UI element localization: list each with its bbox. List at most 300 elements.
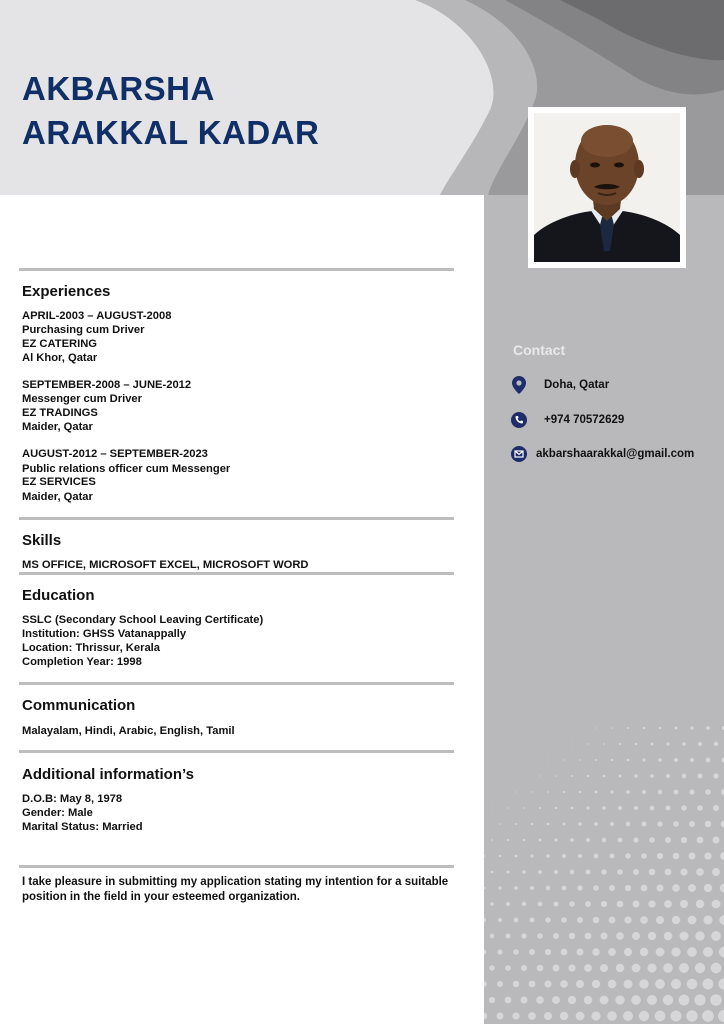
halftone-dot (698, 774, 703, 779)
halftone-dot (484, 918, 486, 922)
contact-sidebar (484, 195, 724, 1024)
halftone-dot (690, 758, 694, 762)
experience-3-location: Maider, Qatar (22, 491, 93, 503)
halftone-dot (586, 806, 589, 809)
halftone-dot (587, 775, 589, 777)
halftone-dot (634, 806, 638, 810)
halftone-dot (710, 994, 722, 1006)
halftone-dot (601, 869, 606, 874)
halftone-dot (570, 838, 574, 842)
halftone-dot (571, 775, 573, 777)
halftone-dot (570, 870, 575, 875)
halftone-dot (484, 887, 486, 890)
halftone-dot (666, 774, 670, 778)
halftone-dot (569, 901, 575, 907)
halftone-dot (505, 997, 512, 1004)
halftone-dot (587, 743, 588, 744)
experience-3-company: EZ SERVICES (22, 476, 96, 488)
halftone-dot (656, 916, 664, 924)
contact-location (511, 376, 609, 394)
halftone-dot (484, 823, 485, 824)
halftone-dot (498, 886, 501, 889)
halftone-dot (499, 823, 501, 825)
halftone-dot (672, 884, 679, 891)
marital-status: Marital Status: Married (22, 821, 143, 833)
halftone-dot (648, 932, 656, 940)
halftone-dot (631, 995, 641, 1005)
halftone-dot (600, 932, 607, 939)
halftone-dot (623, 979, 632, 988)
halftone-dot (687, 979, 698, 990)
halftone-dot (689, 853, 696, 860)
halftone-dot (602, 806, 606, 810)
name-first-line: AKBARSHA (22, 70, 215, 107)
halftone-dot (618, 774, 621, 777)
halftone-dot (593, 917, 600, 924)
halftone-dot (548, 760, 549, 761)
skills-heading: Skills (22, 532, 62, 549)
halftone-dot (536, 996, 543, 1003)
halftone-dot (703, 915, 712, 924)
halftone-dot (544, 980, 551, 987)
halftone-dot (623, 1011, 633, 1021)
halftone-dot (515, 855, 518, 858)
halftone-dot (690, 726, 693, 729)
halftone-dot (720, 852, 724, 860)
halftone-dot (560, 980, 568, 988)
halftone-dot (633, 901, 640, 908)
halftone-dot (675, 727, 678, 730)
halftone-dot (633, 837, 638, 842)
date-of-birth: D.O.B: May 8, 1978 (22, 793, 123, 805)
halftone-dot (615, 995, 624, 1004)
halftone-dot (515, 823, 517, 825)
section-divider (19, 682, 454, 685)
halftone-dot (649, 837, 655, 843)
halftone-dot (681, 805, 686, 810)
halftone-dot (523, 839, 526, 842)
halftone-dot (490, 902, 494, 906)
halftone-dot (554, 838, 557, 841)
halftone-dot (560, 1012, 568, 1020)
halftone-dot (687, 947, 697, 957)
halftone-dot (585, 901, 591, 907)
halftone-dot (619, 743, 621, 745)
halftone-dot (561, 949, 568, 956)
halftone-dot (658, 790, 662, 794)
communication-heading: Communication (22, 697, 136, 714)
halftone-dot (712, 868, 720, 876)
halftone-dot (655, 979, 665, 989)
halftone-dot (718, 978, 724, 989)
halftone-dot (584, 996, 593, 1005)
experience-1-role: Purchasing cum Driver (22, 324, 145, 336)
halftone-dot (507, 807, 508, 808)
halftone-dot (704, 852, 711, 859)
halftone-dot (595, 727, 596, 728)
halftone-dot (484, 855, 485, 857)
halftone-dot (514, 886, 518, 890)
education-institution: Institution: GHSS Vatanappally (22, 628, 187, 640)
application-statement: I take pleasure in submitting my application stating my intention for a suitable position in the field in your esteemed organization. (22, 876, 449, 903)
halftone-dot (484, 950, 486, 955)
halftone-dot (579, 759, 581, 761)
halftone-dot (576, 1012, 585, 1021)
halftone-dot (595, 791, 598, 794)
halftone-dot (609, 917, 616, 924)
halftone-dot (643, 727, 645, 729)
halftone-dot (561, 917, 567, 923)
halftone-dot (497, 1013, 504, 1020)
halftone-dot (600, 996, 609, 1005)
halftone-dot (609, 853, 614, 858)
halftone-dot (553, 933, 559, 939)
halftone-dot (545, 917, 550, 922)
halftone-dot (513, 981, 519, 987)
halftone-dot (641, 885, 648, 892)
halftone-dot (712, 900, 721, 909)
halftone-dot (586, 870, 591, 875)
skills-list: MS OFFICE, MICROSOFT EXCEL, MICROSOFT WORD (22, 559, 309, 571)
halftone-dot (679, 995, 690, 1006)
halftone-dot (680, 868, 687, 875)
halftone-dot (539, 807, 541, 809)
halftone-dot (663, 963, 673, 973)
halftone-dot (591, 1011, 600, 1020)
halftone-dot (592, 980, 600, 988)
halftone-dot (538, 902, 543, 907)
halftone-dot (703, 947, 713, 957)
education-qualification: SSLC (Secondary School Leaving Certificate) (22, 614, 264, 626)
halftone-dot (719, 915, 724, 924)
halftone-dot (682, 774, 687, 779)
contact-phone[interactable] (511, 411, 624, 429)
halftone-dot (641, 853, 647, 859)
gender: Gender: Male (22, 807, 93, 819)
halftone-dot (705, 821, 711, 827)
halftone-dot (694, 994, 705, 1005)
halftone-dot (521, 933, 526, 938)
halftone-dot (616, 932, 624, 940)
phone-icon (511, 411, 527, 429)
name-second-line: ARAKKAL KADAR (22, 114, 320, 151)
section-divider (19, 268, 454, 271)
halftone-dot (608, 948, 616, 956)
halftone-dot (484, 1013, 487, 1020)
halftone-dot (704, 884, 712, 892)
contact-heading: Contact (513, 342, 566, 358)
section-divider (19, 572, 454, 575)
halftone-dot (545, 949, 551, 955)
halftone-dot (640, 916, 648, 924)
halftone-dot (554, 870, 558, 874)
halftone-dot (655, 1011, 666, 1022)
halftone-dot (576, 948, 583, 955)
halftone-dot (484, 981, 487, 987)
halftone-dot (681, 837, 687, 843)
halftone-dot (577, 885, 582, 890)
halftone-dot (673, 821, 679, 827)
halftone-dot (611, 759, 613, 761)
halftone-dot (537, 965, 544, 972)
halftone-dot (680, 932, 689, 941)
halftone-dot (686, 1010, 697, 1021)
contact-phone-text[interactable]: +974 70572629 (544, 414, 625, 426)
halftone-dot (695, 931, 704, 940)
halftone-dot (610, 790, 613, 793)
halftone-dot (571, 743, 572, 744)
halftone-dot (671, 979, 681, 989)
halftone-dot (528, 1012, 536, 1020)
halftone-dot (609, 885, 615, 891)
section-divider (19, 865, 454, 868)
halftone-dot (531, 791, 532, 792)
halftone-dot (679, 963, 689, 973)
halftone-dot (696, 868, 704, 876)
halftone-dot (601, 901, 607, 907)
education-completion-year: Completion Year: 1998 (22, 656, 142, 668)
halftone-dot (521, 965, 527, 971)
contact-email[interactable] (511, 445, 694, 463)
halftone-dot (593, 885, 599, 891)
halftone-dot (522, 870, 525, 873)
halftone-dot (626, 790, 630, 794)
halftone-dot (600, 964, 608, 972)
halftone-dot (610, 822, 614, 826)
halftone-dot (680, 900, 688, 908)
halftone-dot (713, 773, 718, 778)
halftone-dot (656, 884, 663, 891)
halftone-dot (664, 900, 672, 908)
halftone-dot (617, 869, 623, 875)
halftone-dot (515, 791, 516, 792)
experience-2-company: EZ TRADINGS (22, 407, 98, 419)
halftone-dot (642, 790, 646, 794)
halftone-dot (639, 979, 648, 988)
halftone-dot (670, 1010, 681, 1021)
halftone-dot (506, 934, 511, 939)
halftone-dot (696, 900, 704, 908)
experience-3-role: Public relations officer cum Messenger (22, 463, 231, 475)
section-divider (19, 750, 454, 753)
halftone-dot (562, 822, 565, 825)
halftone-dot (663, 995, 673, 1005)
halftone-dot (568, 964, 575, 971)
halftone-dot (499, 855, 501, 857)
halftone-dot (562, 886, 567, 891)
halftone-dot (689, 789, 694, 794)
halftone-dot (650, 774, 654, 778)
halftone-dot (718, 1010, 724, 1022)
halftone-dot (603, 775, 606, 778)
halftone-dot (530, 886, 534, 890)
halftone-dot (537, 933, 543, 939)
halftone-dot (512, 1012, 519, 1019)
halftone-dot (634, 774, 637, 777)
halftone-dot (651, 743, 654, 746)
halftone-dot (688, 884, 696, 892)
halftone-dot (563, 791, 565, 793)
halftone-dot (592, 948, 599, 955)
halftone-dot (586, 838, 590, 842)
halftone-dot (705, 789, 711, 795)
halftone-dot (711, 931, 721, 941)
halftone-dot (642, 822, 647, 827)
halftone-dot (539, 775, 540, 776)
halftone-dot (595, 759, 597, 761)
experience-2-location: Maider, Qatar (22, 421, 93, 433)
halftone-dot (656, 948, 665, 957)
halftone-dot (720, 884, 724, 893)
halftone-dot (497, 949, 502, 954)
contact-email-text[interactable]: akbarshaarakkal@gmail.com (536, 448, 695, 460)
halftone-dot (531, 823, 533, 825)
halftone-dot (530, 918, 535, 923)
halftone-dot (514, 918, 519, 923)
halftone-dot (539, 839, 542, 842)
halftone-dot (555, 807, 557, 809)
halftone-dot (702, 1010, 714, 1022)
halftone-dot (632, 964, 641, 973)
halftone-dot (618, 806, 622, 810)
halftone-dot (665, 805, 670, 810)
halftone-dot (555, 775, 557, 777)
halftone-dot (697, 837, 704, 844)
halftone-dot (689, 821, 695, 827)
halftone-dot (571, 807, 574, 810)
halftone-dot (553, 901, 558, 906)
education-heading: Education (22, 587, 95, 604)
halftone-dot (665, 837, 671, 843)
halftone-dot (674, 790, 679, 795)
halftone-dot (569, 933, 575, 939)
halftone-dot (594, 854, 599, 859)
halftone-dot (627, 759, 630, 762)
halftone-dot (712, 836, 719, 843)
halftone-dot (603, 743, 605, 745)
halftone-dot (547, 823, 550, 826)
halftone-dot (530, 854, 533, 857)
halftone-dot (577, 917, 583, 923)
halftone-dot (658, 758, 662, 762)
section-divider (19, 517, 454, 520)
experience-2-role: Messenger cum Driver (22, 393, 143, 405)
halftone-dot (626, 822, 631, 827)
contact-location-text: Doha, Qatar (544, 379, 610, 391)
halftone-dot (666, 742, 669, 745)
halftone-dot (706, 758, 711, 763)
halftone-dot (659, 727, 662, 730)
halftone-dot (505, 965, 511, 971)
halftone-dot (650, 806, 655, 811)
halftone-dot (627, 727, 629, 729)
experience-2-period: SEPTEMBER-2008 – JUNE-2012 (22, 379, 192, 391)
halftone-dot (498, 918, 502, 922)
halftone-dot (632, 932, 640, 940)
halftone-dot (585, 933, 592, 940)
halftone-dot (611, 727, 613, 729)
halftone-dot (607, 1011, 617, 1021)
experiences-heading: Experiences (22, 283, 111, 300)
halftone-dot (674, 758, 678, 762)
halftone-dot (647, 995, 657, 1005)
halftone-dot (673, 853, 680, 860)
halftone-dot (649, 869, 655, 875)
halftone-dot (594, 822, 598, 826)
halftone-dot (633, 869, 639, 875)
halftone-dot (490, 934, 495, 939)
halftone-dot (489, 997, 495, 1003)
halftone-dot (647, 963, 656, 972)
halftone-dot (672, 916, 680, 924)
halftone-dot (608, 980, 617, 989)
halftone-dot (719, 947, 724, 957)
halftone-dot (497, 981, 503, 987)
halftone-dot (522, 902, 526, 906)
education-location: Location: Thrissur, Kerala (22, 642, 161, 654)
profile-photo (528, 107, 686, 268)
halftone-dot (618, 838, 623, 843)
halftone-dot (491, 839, 493, 841)
halftone-dot (491, 871, 494, 874)
halftone-dot (657, 821, 662, 826)
halftone-dot (562, 854, 566, 858)
halftone-dot (544, 1012, 552, 1020)
halftone-dot (576, 980, 584, 988)
email-icon (511, 445, 527, 463)
halftone-dot (617, 901, 624, 908)
halftone-dot (538, 870, 542, 874)
halftone-dot (698, 742, 702, 746)
halftone-dot (688, 916, 697, 925)
halftone-dot (635, 743, 638, 746)
halftone-dot (703, 979, 714, 990)
additional-info-heading: Additional information’s (22, 766, 194, 783)
halftone-dot (671, 947, 680, 956)
halftone-dot (520, 996, 527, 1003)
halftone-dot (578, 854, 582, 858)
halftone-dot (665, 869, 672, 876)
halftone-dot (625, 885, 631, 891)
halftone-dot (616, 964, 624, 972)
halftone-dot (579, 791, 582, 794)
halftone-dot (552, 996, 560, 1004)
halftone-dot (664, 932, 673, 941)
halftone-dot (625, 853, 630, 858)
halftone-dot (624, 916, 631, 923)
halftone-dot (697, 805, 703, 811)
halftone-dot (546, 854, 550, 858)
experience-1-period: APRIL-2003 – AUGUST-2008 (22, 310, 172, 322)
halftone-dot (721, 821, 724, 828)
halftone-dot (513, 949, 519, 955)
halftone-dot (546, 886, 550, 890)
languages-list: Malayalam, Hindi, Arabic, English, Tamil (22, 725, 235, 737)
halftone-dot (713, 805, 719, 811)
halftone-dot (578, 822, 581, 825)
experience-1-location: Al Khor, Qatar (22, 352, 98, 364)
halftone-dot (657, 853, 663, 859)
halftone-dot (568, 996, 576, 1004)
halftone-dot (489, 965, 494, 970)
halftone-dot (695, 963, 705, 973)
halftone-dot (506, 902, 510, 906)
halftone-dot (624, 948, 632, 956)
halftone-dot (714, 742, 718, 746)
profile-portrait-image (534, 113, 680, 262)
halftone-dot (711, 963, 722, 974)
halftone-dot (639, 1011, 649, 1021)
